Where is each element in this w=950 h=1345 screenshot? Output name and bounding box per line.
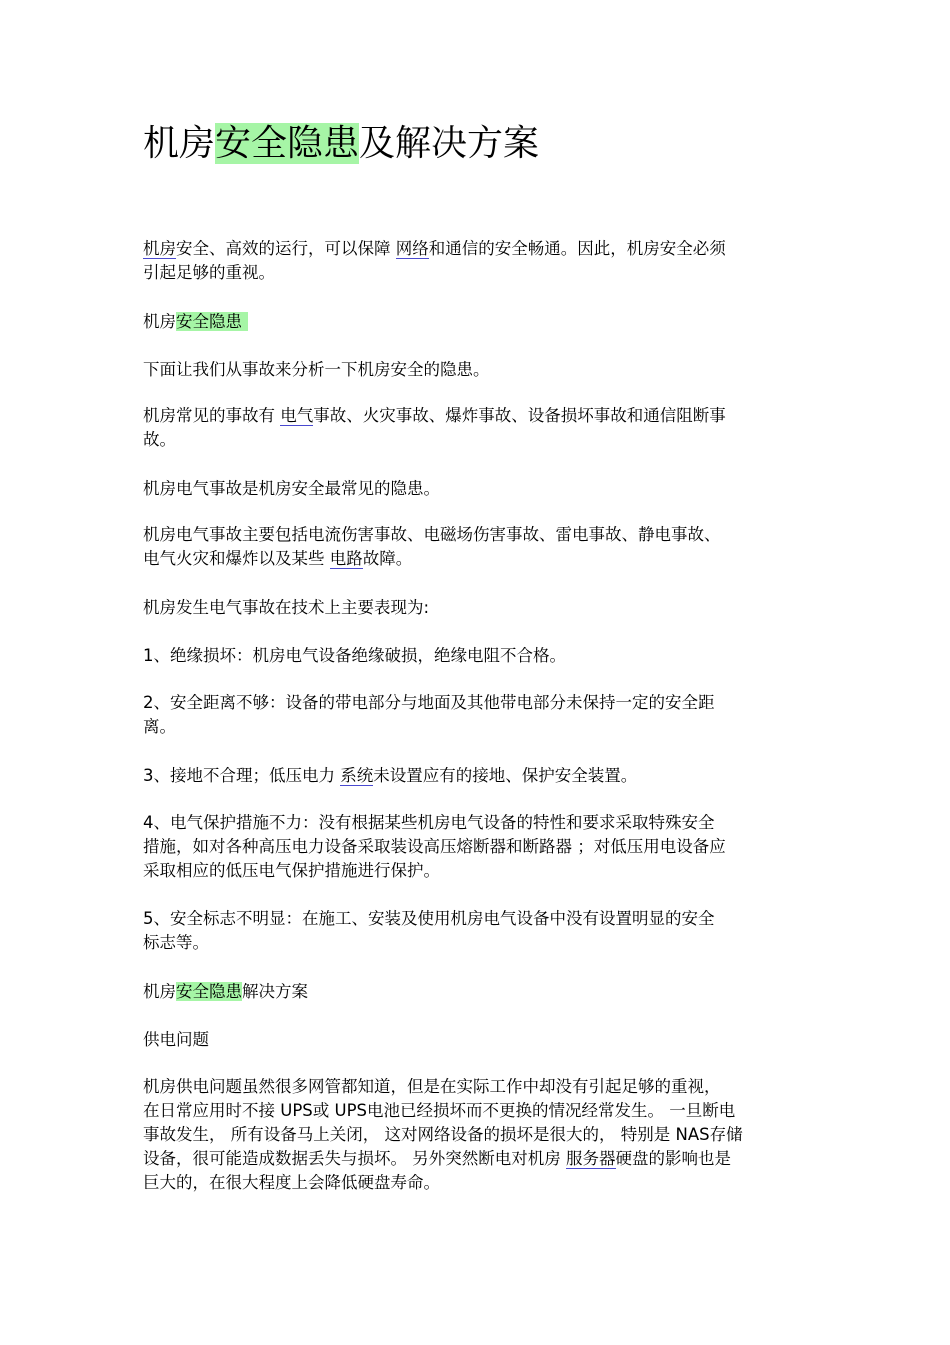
text-line: [143, 1147, 808, 1171]
link-network[interactable]: 网络: [395, 239, 429, 258]
text-line: 机房供电问题虽然很多网管都知道，但是在实际工作中却没有引起足够的重视，: [143, 1077, 721, 1096]
title-part-1: 机房: [143, 123, 216, 164]
heading-highlight: 安全隐患: [176, 982, 242, 1001]
heading-highlight: 安全隐患: [176, 312, 242, 331]
text-segment: 事故、火灾事故、爆炸事故、设备损坏事故和通信阻断事: [313, 406, 726, 425]
paragraph: 机房电气事故是机房安全最常见的隐患。: [143, 479, 440, 498]
paragraph: 下面让我们从事故来分析一下机房安全的隐患。: [143, 360, 490, 379]
section-heading-hazards: [143, 310, 808, 334]
section-heading-solutions: [143, 980, 808, 1004]
text-line: 标志等。: [143, 933, 209, 952]
text-segment: 故障。: [362, 549, 413, 568]
text-line: 采取相应的低压电气保护措施进行保护。: [143, 861, 440, 880]
text-line: [143, 547, 808, 571]
link-server[interactable]: 服务器: [566, 1149, 616, 1168]
paragraph: [143, 691, 808, 739]
document-title: [143, 118, 539, 170]
heading-highlight-pad: [242, 312, 248, 331]
heading-part: 机房: [143, 982, 176, 1001]
text-line: 措施，如对各种高压电力设备采取装设高压熔断器和断路器 ；对低压用电设备应: [143, 837, 726, 856]
text-line: 2、安全距离不够：设备的带电部分与地面及其他带电部分未保持一定的安全距: [143, 693, 715, 712]
text-line: 事故发生， 所有设备马上关闭， 这对网络设备的损坏是很大的， 特别是 NAS存储: [143, 1125, 743, 1144]
text-segment: 电气火灾和爆炸以及某些: [143, 549, 330, 568]
text-segment: 硬盘的影响也是: [615, 1149, 731, 1168]
subheading-power: 供电问题: [143, 1030, 209, 1049]
text-segment: 机房常见的事故有: [143, 406, 281, 425]
text-segment: 安全、高效的运行，可以保障: [176, 239, 396, 258]
text-line: [143, 404, 808, 428]
title-highlight: 安全隐患: [215, 123, 360, 164]
link-jifang[interactable]: 机房: [143, 239, 176, 258]
intro-paragraph: [143, 237, 808, 285]
text-line: 在日常应用时不接 UPS或 UPS电池已经损坏而不更换的情况经常发生。 一旦断电: [143, 1101, 736, 1120]
text-line: 故。: [143, 430, 176, 449]
paragraph: [143, 811, 808, 883]
paragraph: 1、绝缘损坏：机房电气设备绝缘破损，绝缘电阻不合格。: [143, 646, 566, 665]
text-segment: 设备，很可能造成数据丢失与损坏。 另外突然断电对机房: [143, 1149, 566, 1168]
heading-part: 解决方案: [242, 982, 308, 1001]
text-line: [143, 764, 808, 788]
text-line: 离。: [143, 717, 176, 736]
title-part-2: 及解决方案: [359, 123, 540, 164]
link-circuit[interactable]: 电路: [329, 549, 363, 568]
text-line: 5、安全标志不明显：在施工、安装及使用机房电气设备中没有设置明显的安全: [143, 909, 715, 928]
link-electric[interactable]: 电气: [280, 406, 314, 425]
text-line: 引起足够的重视。: [143, 263, 275, 282]
link-system[interactable]: 系统: [340, 766, 374, 785]
paragraph: 机房发生电气事故在技术上主要表现为:: [143, 598, 430, 617]
text-segment: 未设置应有的接地、保护安全装置。: [373, 766, 638, 785]
text-line: 4、电气保护措施不力：没有根据某些机房电气设备的特性和要求采取特殊安全: [143, 813, 715, 832]
paragraph: [143, 523, 808, 571]
text-line: [143, 237, 808, 261]
text-line: 机房电气事故主要包括电流伤害事故、电磁场伤害事故、雷电事故、静电事故、: [143, 525, 721, 544]
heading-part: 机房: [143, 312, 176, 331]
text-segment: 3、接地不合理；低压电力: [143, 766, 341, 785]
text-segment: 和通信的安全畅通。因此，机房安全必须: [428, 239, 726, 258]
text-line: 巨大的，在很大程度上会降低硬盘寿命。: [143, 1173, 440, 1192]
paragraph: [143, 764, 808, 788]
paragraph: [143, 1075, 808, 1195]
paragraph: [143, 404, 808, 452]
paragraph: [143, 907, 808, 955]
